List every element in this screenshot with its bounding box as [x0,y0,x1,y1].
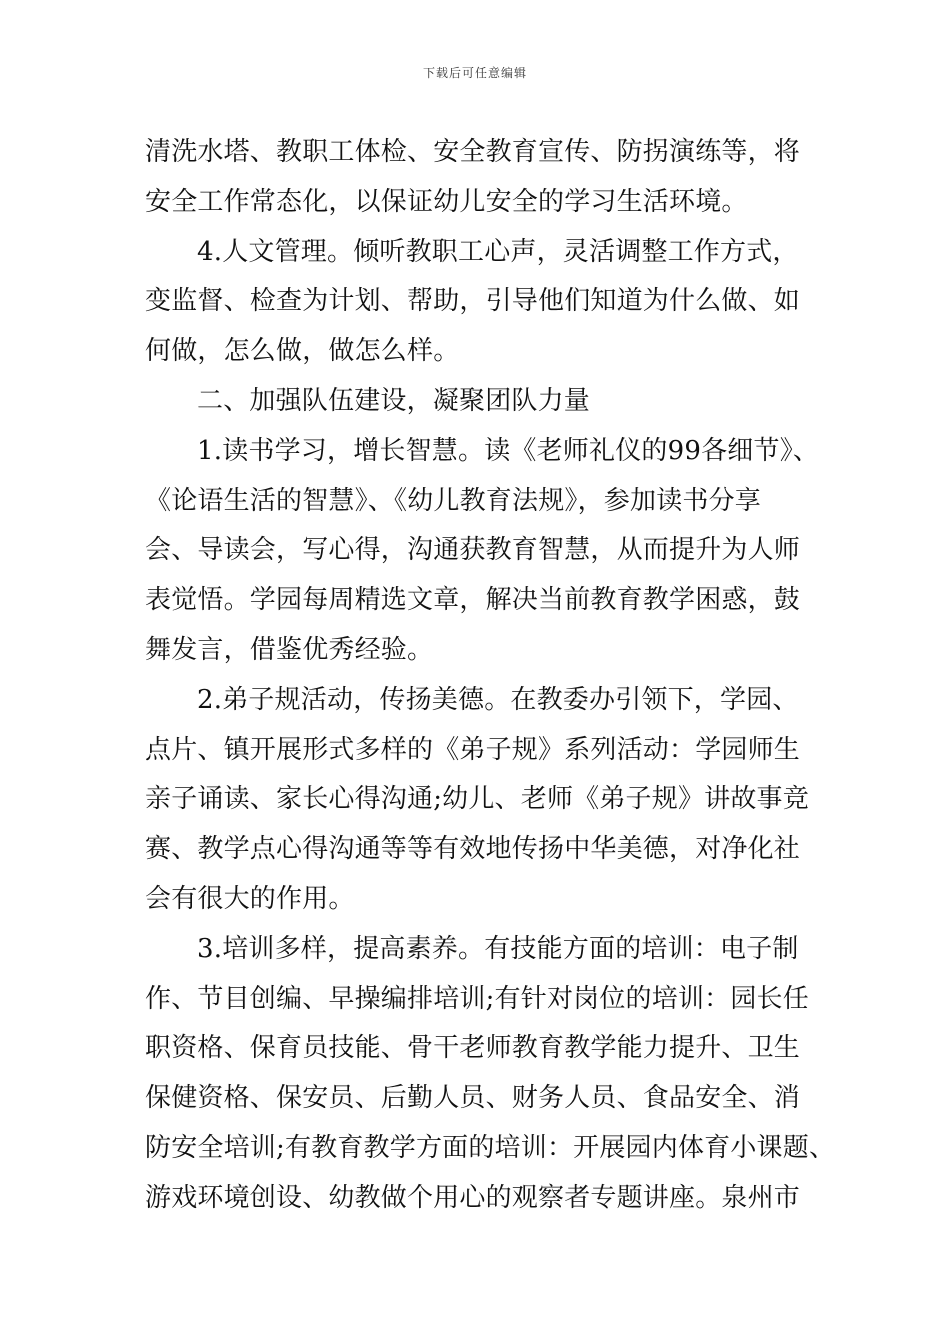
text-line: 何做，怎么做，做怎么样。 [145,336,460,367]
text-line: 游戏环境创设、幼教做个用心的观察者专题讲座。泉州市 [145,1182,801,1213]
text-line: 点片、镇开展形式多样的《弟子规》系列活动：学园师生 [145,734,801,765]
text-line: 赛、教学点心得沟通等等有效地传扬中华美德，对净化社 [145,834,801,865]
text-line: 职资格、保育员技能、骨干老师教育教学能力提升、卫生 [145,1033,801,1064]
text-line: 《论语生活的智慧》、《幼儿教育法规》，参加读书分享 [145,485,762,516]
text-line: 清洗水塔、教职工体检、安全教育宣传、防拐演练等，将 [145,137,801,167]
text-line: 安全工作常态化，以保证幼儿安全的学习生活环境。 [145,186,748,217]
document-body [145,128,836,1224]
text-line: 亲子诵读、家长心得沟通;幼儿、老师《弟子规》讲故事竞 [145,784,809,815]
text-line: 表觉悟。学园每周精选文章，解决当前教育教学困惑，鼓 [145,585,801,616]
text-line: 3.培训多样，提高素养。有技能方面的培训：电子制 [197,933,799,964]
page-header: 下载后可任意编辑 [422,66,527,80]
text-line: 4.人文管理。倾听教职工心声，灵活调整工作方式， [197,236,799,267]
text-line: 1.读书学习，增长智慧。读《老师礼仪的99各细节》、 [197,435,820,466]
text-line: 变监督、检查为计划、帮助，引导他们知道为什么做、如 [145,286,801,317]
text-line: 作、节目创编、早操编排培训;有针对岗位的培训：园长任 [145,983,809,1014]
text-line: 会、导读会，写心得，沟通获教育智慧，从而提升为人师 [145,535,801,566]
text-line: 舞发言，借鉴优秀经验。 [145,634,434,665]
text-line: 会有很大的作用。 [145,883,355,914]
text-line: 防安全培训;有教育教学方面的培训：开展园内体育小课题、 [145,1132,836,1163]
text-line: 二、加强队伍建设，凝聚团队力量 [197,385,591,416]
text-line: 2.弟子规活动，传扬美德。在教委办引领下，学园、 [197,684,799,715]
text-line: 保健资格、保安员、后勤人员、财务人员、食品安全、消 [145,1083,801,1114]
